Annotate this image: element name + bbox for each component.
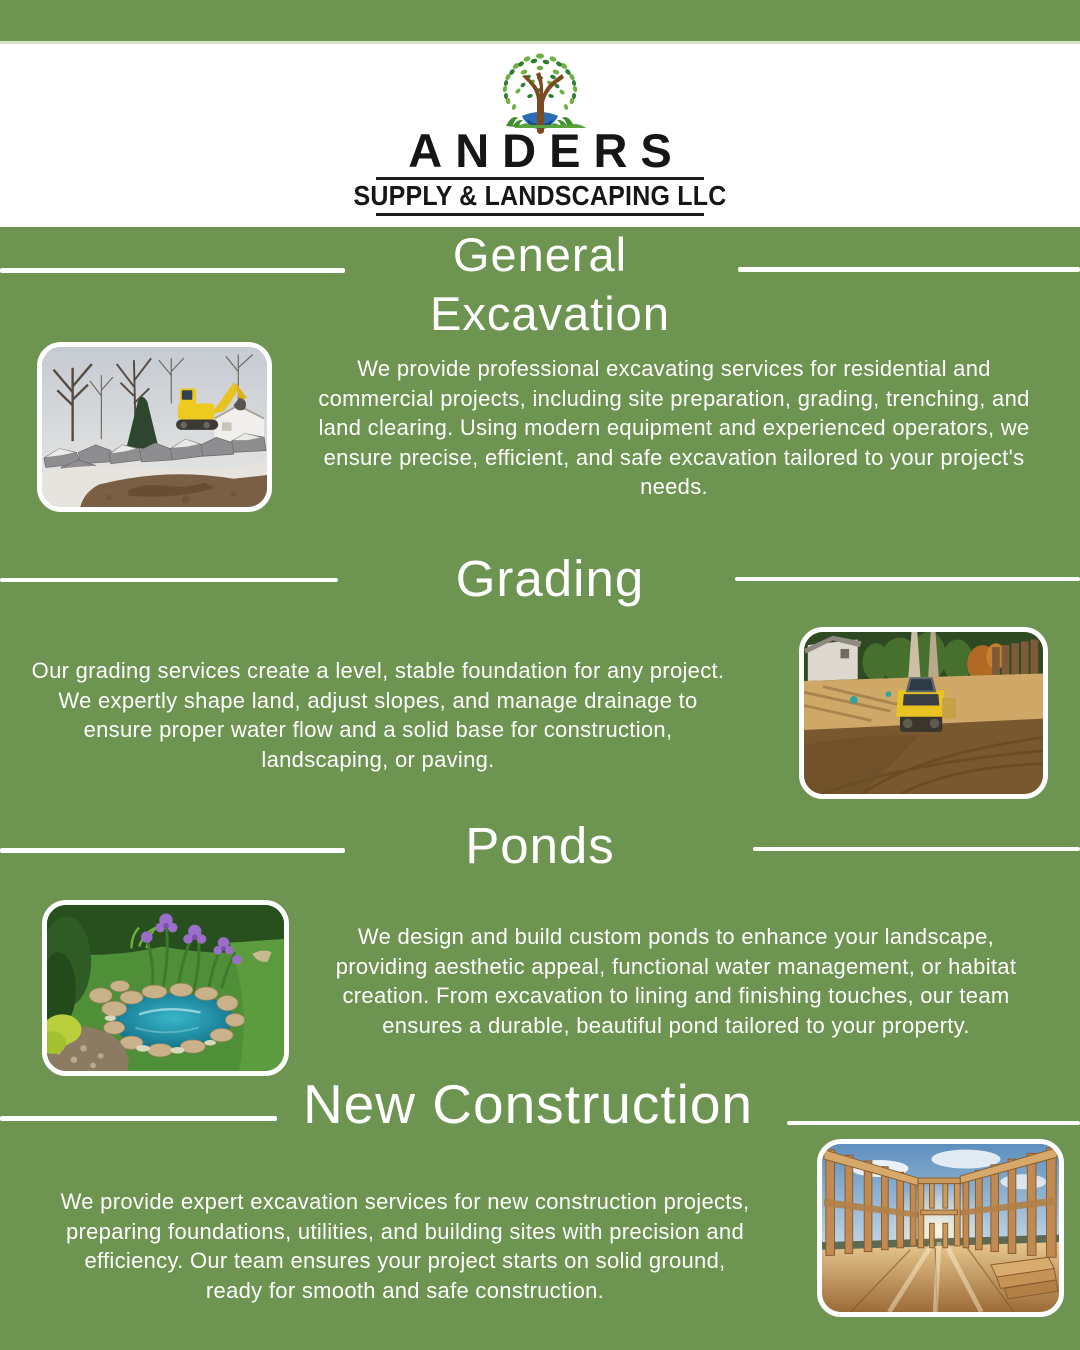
new-construction-paragraph: We provide expert excavation services for new construction projects, preparing foundations, utilities, and building sites with precision and efficiency. Our team ensures your project starts on solid ground, ready for smooth and safe construction. [60,1189,750,1303]
ponds-paragraph: We design and build custom ponds to enhance your landscape, providing aesthetic appeal, functional water management, or habitat creation. From excavation to lining and finishing touches, our team ensures a durable, beautiful pond tailored to your property. [335,924,1017,1038]
title-divider-left-excavation [0,268,345,273]
grading-paragraph: Our grading services create a level, stable foundation for any project. We expertly shape land, adjust slopes, and manage drainage to ensure proper water flow and a solid base for construction, landscaping, or paving. [31,658,725,772]
new-construction-photo [817,1139,1064,1317]
title-divider-right-new-construction [787,1121,1080,1125]
title-divider-left-ponds [0,848,345,853]
excavation-photo [37,342,272,512]
title-divider-right-grading [735,577,1080,581]
title-divider-left-grading [0,578,338,582]
logo-rule-bottom [376,213,704,216]
grading-photo [799,627,1048,799]
section-title-ponds: Ponds [465,817,615,874]
excavation-paragraph: We provide professional excavating services for residential and commercial projects, including site preparation, grading, trenching, and land clearing. Using modern equipment and experienced operators, we ensure precise, efficient, and safe excavation tailored to your project's needs. [318,356,1030,499]
pond-photo [42,900,289,1076]
title-divider-right-excavation [738,267,1080,272]
section-title-general: General [452,228,628,281]
title-divider-right-ponds [753,847,1080,851]
brand-name: ANDERS [408,124,685,177]
section-title-grading: Grading [455,550,645,607]
section-title-excavation: Excavation [430,287,670,340]
title-divider-left-new-construction [0,1116,277,1121]
brand-tagline: SUPPLY & LANDSCAPING LLC [353,180,727,212]
header-band [0,41,1080,227]
section-title-new-construction: New Construction [302,1073,754,1135]
